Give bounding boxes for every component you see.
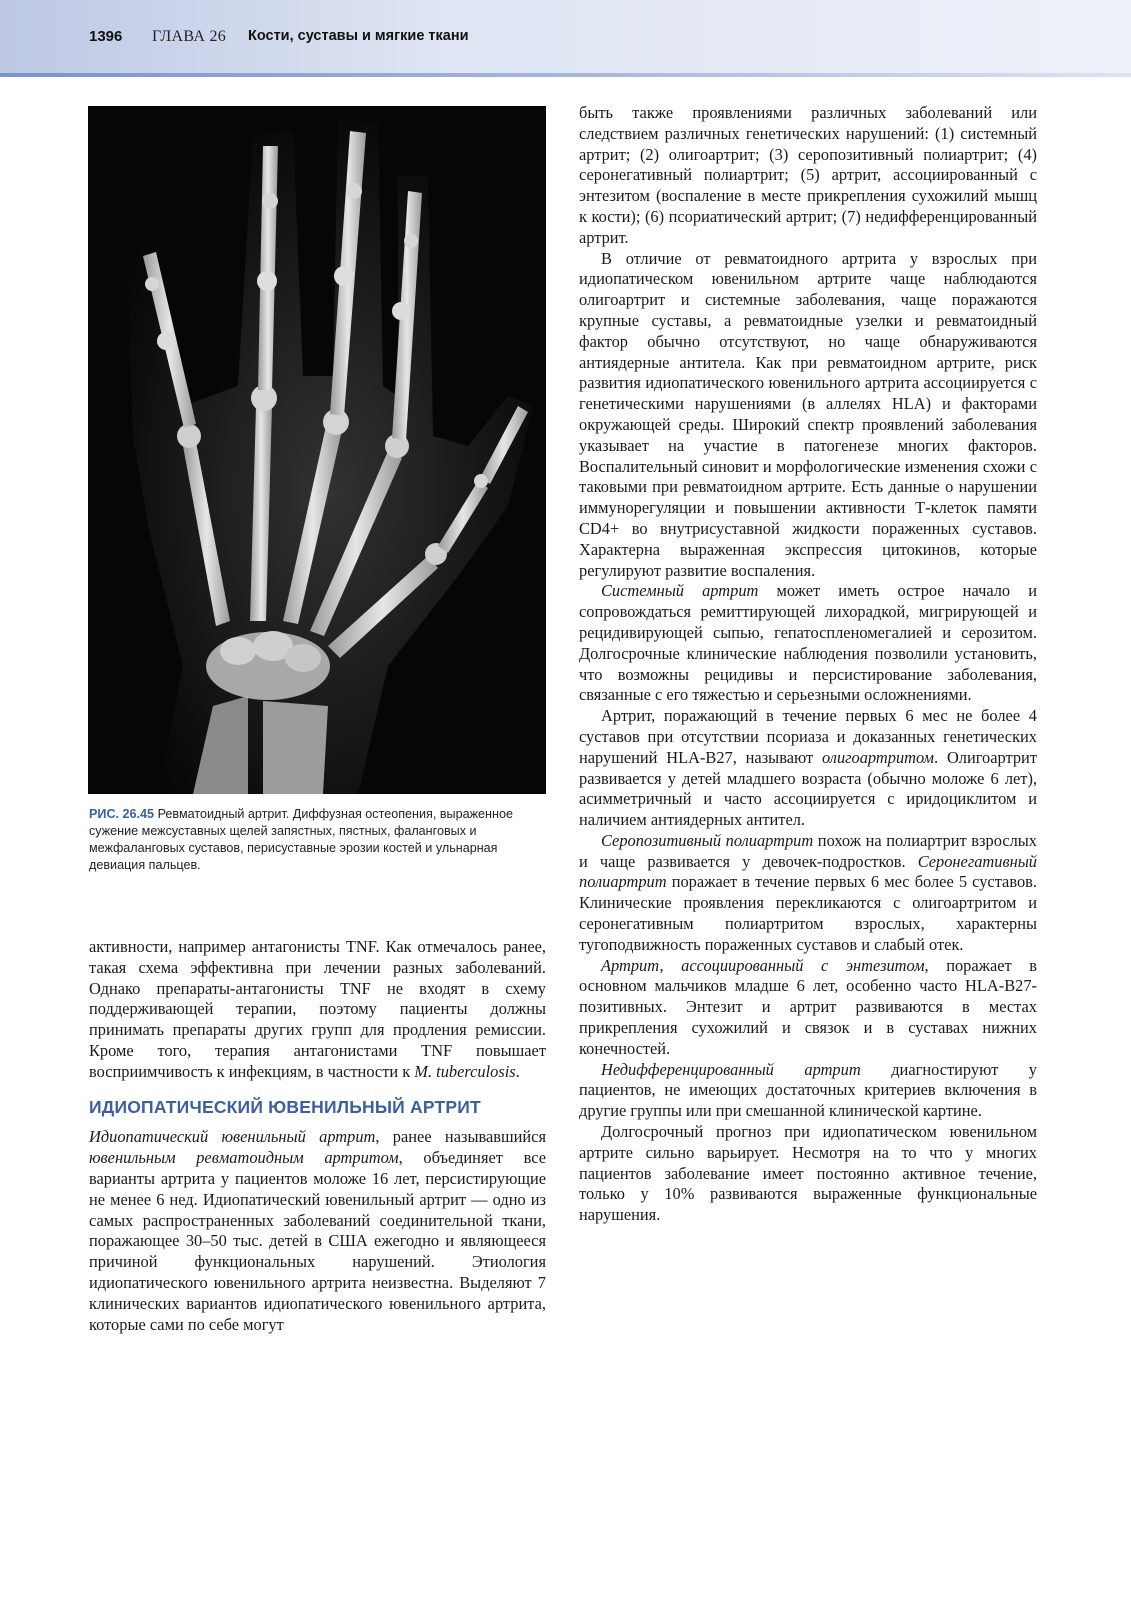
paragraph-text: , объединяет все варианты артрита у пациентов моложе 16 лет, персистирующие не менее 6 нед. Идиопатический ювенильный артрит — одно из самых распространенных заболеваний соединительной ткани, поражающее 30–50 тыс. детей в США ежегодно и являющееся причиной функциональных нарушений. Этиология идиопатического ювенильного артрита неизвестна. Выделяют 7 клинических вариантов идиопатического ювенильного артрита, которые сами по себе могут [89,1148,546,1334]
paragraph-text: активности, например антагонисты TNF. Как отмечалось ранее, такая схема эффективна при лечении разных заболеваний. Однако препараты-антагонисты TNF не входят в схему поддерживающей терапии, поэтому пациенты должны принимать препараты других групп для продления ремиссии. Кроме того, терапия антагонистами TNF повышает восприимчивость к инфекциям, в частности к [89,937,546,1081]
page-number: 1396 [89,28,123,45]
italic-term: Идиопатический ювенильный артрит [89,1127,376,1147]
italic-term: Серонегативный полиартрит [579,851,1037,892]
italic-term: Артрит, ассоциированный с энтезитом [601,955,925,975]
paragraph [579,581,1037,706]
paragraph-text: диагностируют у пациентов, не имеющих достаточных критериев включения в другие группы или при смешанной клинической картине. [579,1059,1038,1121]
right-column [579,103,1037,1226]
paragraph [579,831,1037,956]
paragraph-text: . [515,1061,520,1081]
paragraph-text: Артрит, поражающий в течение первых 6 мес не более 4 суставов при отсутствии псориаза и доказанных генетических нарушений HLA-B27, называют [579,706,1037,767]
figure-caption [89,806,547,874]
paragraph-text: , ранее называвшийся [375,1127,546,1147]
paragraph: В отличие от ревматоидного артрита у взрослых при идиопатическом ювенильном артрите чаще наблюдаются олигоартрит и системные заболевания, чаще поражаются крупные суставы, а ревматоидные узелки и ревматоидный фактор обычно отсутствуют, но чаще обнаруживаются антиядерные антитела. Как при ревматоидном артрите, риск развития идиопатического ювенильного артрита ассоциируется с генетическими нарушениями (в аллелях HLA) и факторами окружающей среды. Широкий спектр проявлений заболевания указывает на участие в патогенезе многих факторов. Воспалительный синовит и морфологические изменения схожи с таковыми при ревматоидном артрите. Есть данные о нарушении иммунорегуляции и повышении активности Т-клеток памяти CD4+ во внутрисуставной жидкости пораженных суставов. Характерна выраженная экспрессия цитокинов, которые регулируют развитие воспаления. [579,248,1037,580]
hand-xray-image [88,106,546,794]
paragraph-text: может иметь острое начало и сопровождаться ремиттирующей лихорадкой, мигрирующей и рецидивирующей сыпью, гепатоспленомегалией и серозитом. Долгосрочные клинические наблюдения позволили установить, что возможны рецидивы и персистирование заболевания, связанные с его тяжестью и серьезными осложнениями. [579,581,1037,705]
paragraph-text: , поражает в основном мальчиков младше 6 лет, особенно часто HLA-B27-позитивных. Энтезит и артрит развиваются в местах прикрепления сухожилий и связок и в суставах нижних конечностей. [579,955,1037,1058]
paragraph: Долгосрочный прогноз при идиопатическом ювенильном артрите сильно варьирует. Несмотря на то что у многих пациентов заболевание имеет постоянно активное течение, только у 10% развиваются выраженные функциональные нарушения. [579,1122,1037,1225]
paragraph-text: поражает в течение первых 6 мес более 5 суставов. Клинические проявления перекликаются с олигоартритом и серонегативным полиартритом взрослых, характерны тугоподвижность пораженных суставов и слабый отек. [579,872,1037,954]
chapter-title: Кости, суставы и мягкие ткани [248,28,469,44]
xray-figure [88,106,546,794]
chapter-label: ГЛАВА 26 [152,28,227,45]
italic-term: ювенильным ревматоидным артритом [89,1148,399,1168]
paragraph [89,937,546,1083]
paragraph-text: . Олигоартрит развивается у детей младшего возраста (обычно моложе 6 лет), асимметричный и часто ассоциируется с иридоциклитом и наличием антиядерных антител. [579,747,1037,830]
section-heading: ИДИОПАТИЧЕСКИЙ ЮВЕНИЛЬНЫЙ АРТРИТ [89,1096,481,1117]
figure-label: РИС. 26.45 [89,807,155,821]
paragraph [579,1060,1037,1122]
italic-term: Недифференцированный артрит [601,1059,861,1079]
paragraph [579,706,1037,831]
italic-term: M. tuberculosis [414,1061,516,1081]
paragraph [579,956,1037,1060]
paragraph [89,1127,546,1335]
paragraph: быть также проявлениями различных заболеваний или следствием различных генетических нарушений: (1) системный артрит; (2) олигоартрит; (3) серопозитивный полиартрит; (4) серонегативный полиартрит; (5) артрит, ассоциированный с энтезитом (воспаление в месте прикрепления сухожилий мышц к кости); (6) псориатический артрит; (7) недифференцированный артрит. [579,103,1037,247]
italic-term: олигоартритом [822,747,935,767]
figure-caption-text: Ревматоидный артрит. Диффузная остеопения, выраженное сужение межсуставных щелей запястных, пястных, фаланговых и межфаланговых суставов, периcуставные эрозии костей и ульнарная девиация пальцев. [89,807,513,872]
paragraph-text: похож на полиартрит взрослых и чаще развивается у девочек-подростков. [579,830,1037,871]
italic-term: Серопозитивный полиартрит [601,830,814,850]
header-rule [0,73,1131,77]
italic-term: Системный артрит [601,581,759,601]
left-column [89,937,546,1335]
